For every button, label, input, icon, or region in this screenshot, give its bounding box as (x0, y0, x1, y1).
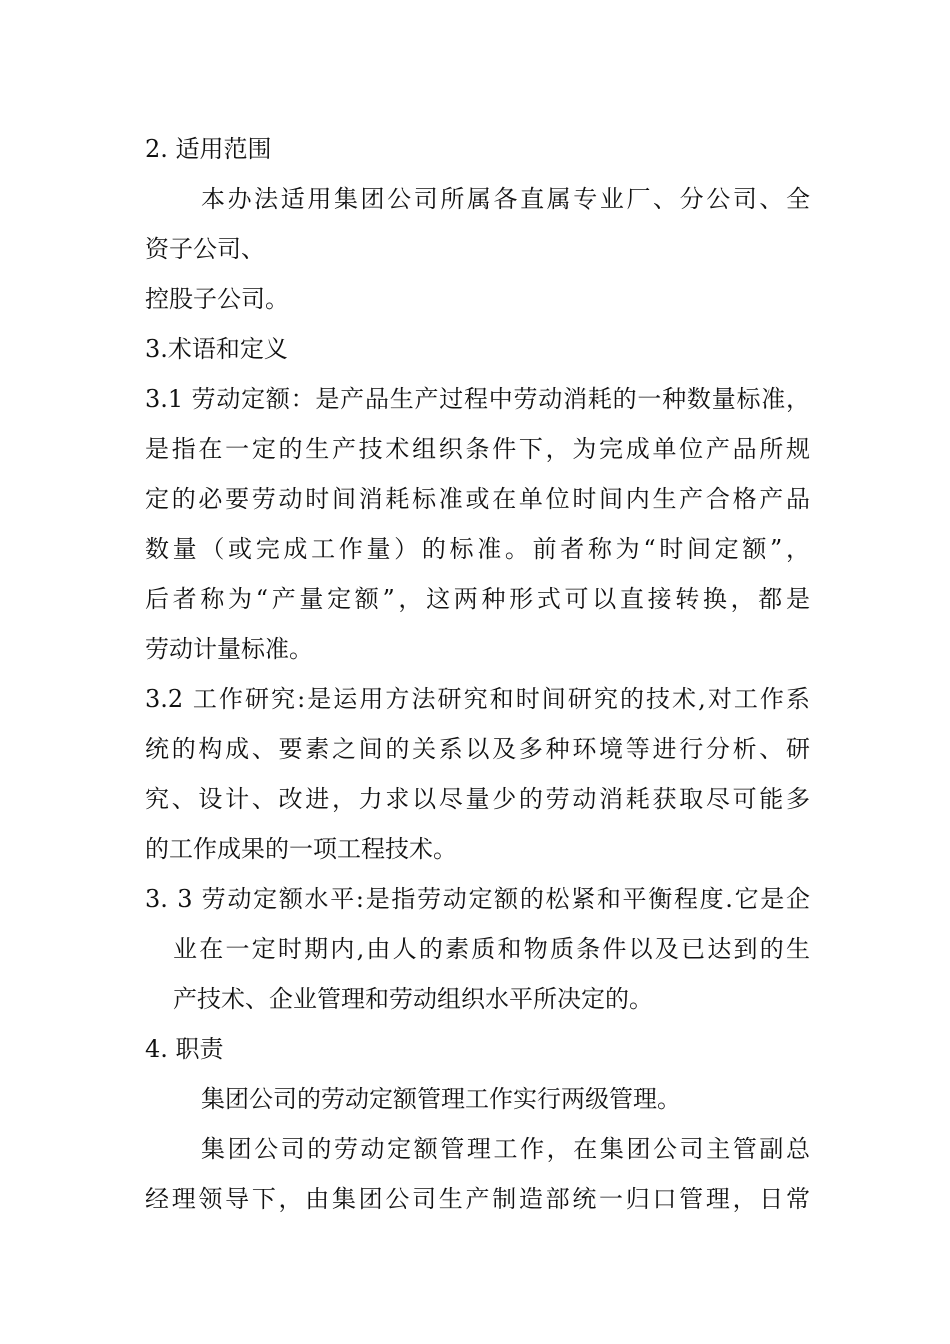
paragraph-line: 经理领导下，由集团公司生产制造部统一归口管理，日常 (145, 1185, 810, 1213)
paragraph-line: 究、设计、改进，力求以尽量少的劳动消耗获取尽可能多 (145, 785, 810, 813)
paragraph-line: 3.1 劳动定额：是产品生产过程中劳动消耗的一种数量标准， (145, 385, 810, 413)
paragraph-line: 3.2 工作研究:是运用方法研究和时间研究的技术,对工作系 (145, 685, 810, 713)
paragraph-line: 数量（或完成工作量）的标准。前者称为“时间定额”， (145, 535, 810, 563)
paragraph-line: 统的构成、要素之间的关系以及多种环境等进行分析、研 (145, 735, 810, 763)
paragraph-line: 3. 3 劳动定额水平:是指劳动定额的松紧和平衡程度.它是企 (145, 885, 810, 913)
paragraph-line: 业在一定时期内,由人的素质和物质条件以及已达到的生 (173, 935, 810, 963)
document-page (145, 124, 810, 1224)
section-heading-scope: 2. 适用范围 (145, 135, 272, 163)
paragraph-line: 集团公司的劳动定额管理工作，在集团公司主管副总 (201, 1135, 810, 1163)
paragraph-line: 产技术、企业管理和劳动组织水平所决定的。 (173, 985, 653, 1013)
paragraph-line: 后者称为“产量定额”，这两种形式可以直接转换，都是 (145, 585, 810, 613)
paragraph-line: 资子公司、 (145, 235, 265, 263)
section-heading-terms: 3.术语和定义 (145, 335, 288, 363)
paragraph-line: 是指在一定的生产技术组织条件下，为完成单位产品所规 (145, 435, 810, 463)
paragraph-line: 控股子公司。 (145, 285, 289, 313)
paragraph-line: 本办法适用集团公司所属各直属专业厂、分公司、全 (201, 185, 810, 213)
paragraph-line: 定的必要劳动时间消耗标准或在单位时间内生产合格产品 (145, 485, 810, 513)
paragraph-line: 集团公司的劳动定额管理工作实行两级管理。 (201, 1085, 681, 1113)
section-heading-duties: 4. 职责 (145, 1035, 224, 1063)
paragraph-line: 劳动计量标准。 (145, 635, 313, 663)
paragraph-line: 的工作成果的一项工程技术。 (145, 835, 457, 863)
